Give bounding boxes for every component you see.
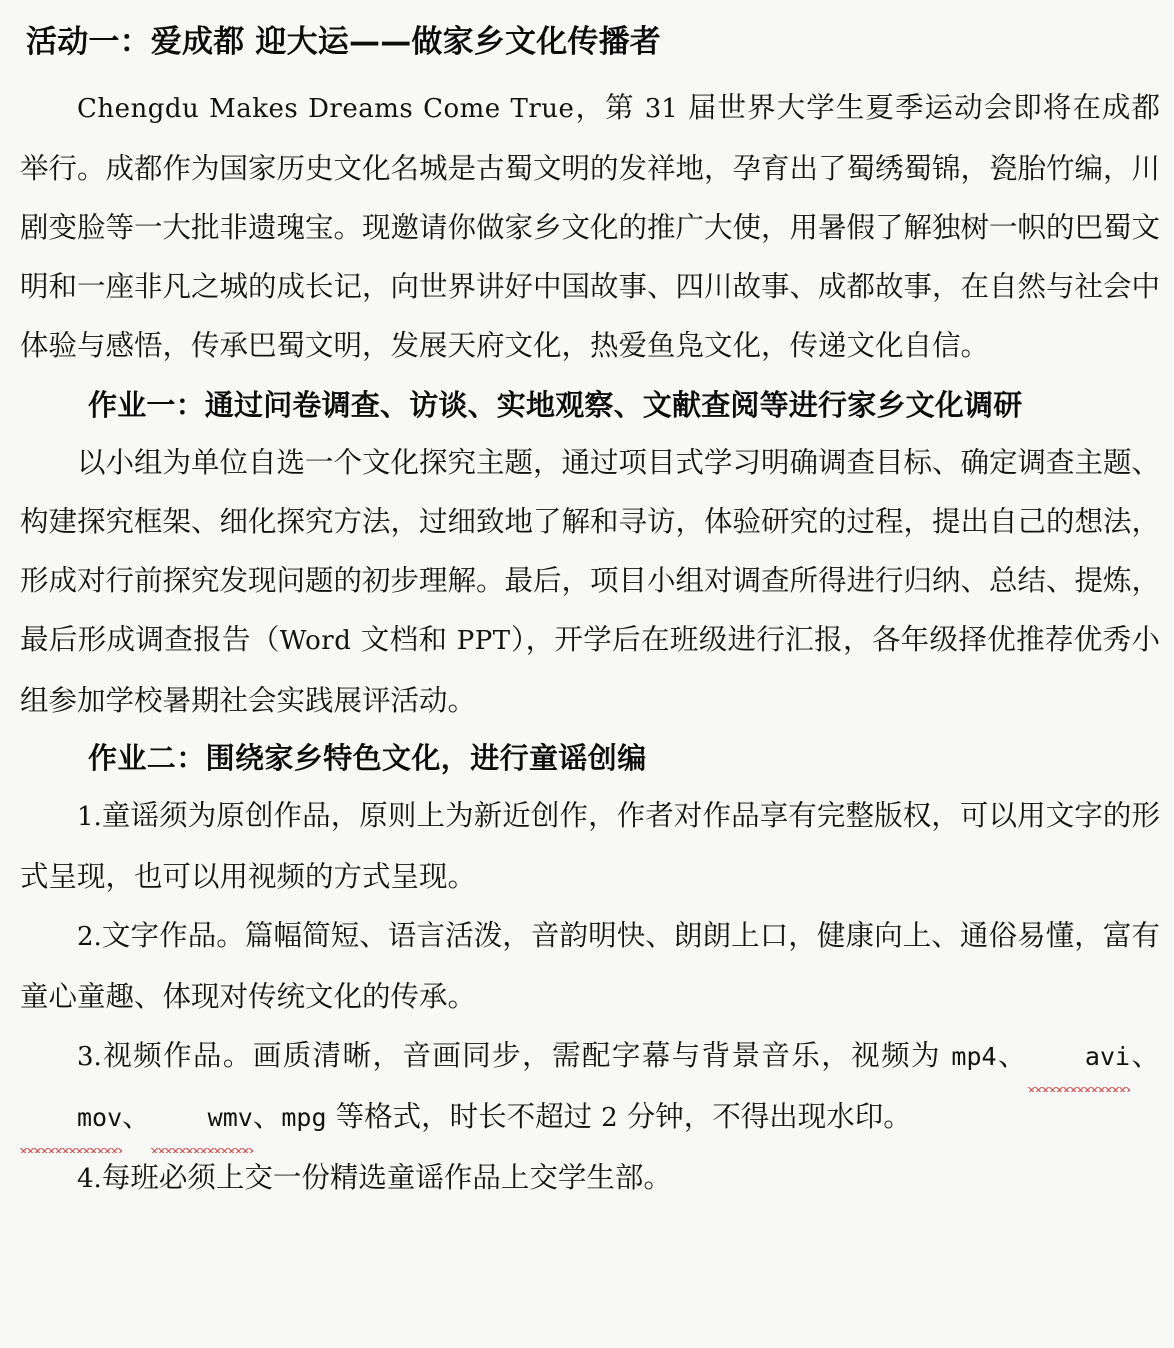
video-format-mov: mov bbox=[20, 1088, 122, 1147]
intro-text-2: 届世界大学生夏季运动会即将在成都举行。成都作为国家历史文化名城是古蜀文明的发祥地，孕育出了蜀绣蜀锦，瓷胎竹编，川剧变脸等一大批非遗瑰宝。现邀请你做家乡文化的推广大使，用暑假了解独树一帜的巴蜀文明和一座非凡之城的成长记，向世界讲好中国故事、四川故事、成都故事，在自然与社会中体验与感悟，传承巴蜀文明，发展天府文化，热爱鱼凫文化，传递文化自信。 bbox=[20, 91, 1161, 362]
task-2-item-1-text: 童谣须为原创作品，原则上为新近创作，作者对作品享有完整版权，可以用文字的形式呈现，也可以用视频的方式呈现。 bbox=[20, 799, 1160, 893]
task-2-item-3-text-after: 分钟，不得出现水印。 bbox=[626, 1100, 912, 1133]
task-1-ppt-label: PPT bbox=[456, 626, 511, 656]
task-2-item-3 bbox=[20, 1026, 1160, 1148]
video-format-avi: avi bbox=[1028, 1027, 1130, 1086]
task-1-text-1: 以小组为单位自选一个文化探究主题，通过项目式学习明确调查目标、确定调查主题、构建探究框架、细化探究方法，过细致地了解和寻访，体验研究的过程，提出自己的想法，形成对行前探究发现问题的初步理解。最后，项目小组对调查所得进行归纳、总结、提炼，最后形成调查报告（ bbox=[20, 446, 1161, 656]
task-1-text-3: ），开学后在班级进行汇报，各年级择优推荐优秀小组参加学校暑期社会实践展评活动。 bbox=[20, 623, 1160, 717]
intro-text-1: ，第 bbox=[574, 91, 635, 124]
task-2-item-4-text: 每班必须上交一份精选童谣作品上交学生部。 bbox=[101, 1161, 672, 1194]
format-sep-1: 、 bbox=[996, 1039, 1028, 1072]
task-2-item-4 bbox=[20, 1148, 1160, 1209]
format-sep-3: 、 bbox=[122, 1100, 151, 1133]
intro-paragraph bbox=[20, 78, 1160, 375]
intro-latin-slogan: Chengdu Makes Dreams Come True bbox=[77, 94, 575, 124]
video-format-mpg: mpg bbox=[281, 1103, 327, 1132]
task-2-item-3-text-before: 视频作品。画质清晰，音画同步，需配字幕与背景音乐，视频为 bbox=[101, 1039, 941, 1072]
task-2-item-4-number: 4. bbox=[77, 1164, 102, 1194]
task-1-paragraph bbox=[20, 433, 1160, 730]
task-2-item-2-text: 文字作品。篇幅简短、语言活泼，音韵明快、朗朗上口，健康向上、通俗易懂，富有童心童趣、体现对传统文化的传承。 bbox=[20, 919, 1160, 1013]
video-format-wmv: wmv bbox=[151, 1088, 253, 1147]
format-sep-4: 、 bbox=[252, 1100, 282, 1133]
task-2-item-1-number: 1. bbox=[77, 802, 102, 832]
format-sep-2: 、 bbox=[1130, 1039, 1160, 1072]
task-2-item-2 bbox=[20, 906, 1160, 1026]
task-2-item-2-number: 2. bbox=[77, 922, 102, 952]
intro-number-31: 31 bbox=[644, 94, 678, 124]
task-2-heading: 作业二：围绕家乡特色文化，进行童谣创编 bbox=[88, 741, 647, 775]
task-1-word-label: Word bbox=[279, 626, 352, 656]
video-format-mp4: mp4 bbox=[951, 1042, 997, 1071]
task-2-item-1 bbox=[20, 786, 1160, 906]
task-2-item-3-number: 3. bbox=[77, 1042, 102, 1072]
video-duration-number: 2 bbox=[601, 1103, 618, 1133]
task-1-text-2: 文档和 bbox=[360, 623, 448, 656]
task-1-heading: 作业一：通过问卷调查、访谈、实地观察、文献查阅等进行家乡文化调研 bbox=[88, 388, 1023, 422]
page-title: 活动一：爱成都 迎大运——做家乡文化传播者 bbox=[26, 24, 661, 60]
task-2-item-3-text-middle: 等格式，时长不超过 bbox=[335, 1100, 593, 1133]
